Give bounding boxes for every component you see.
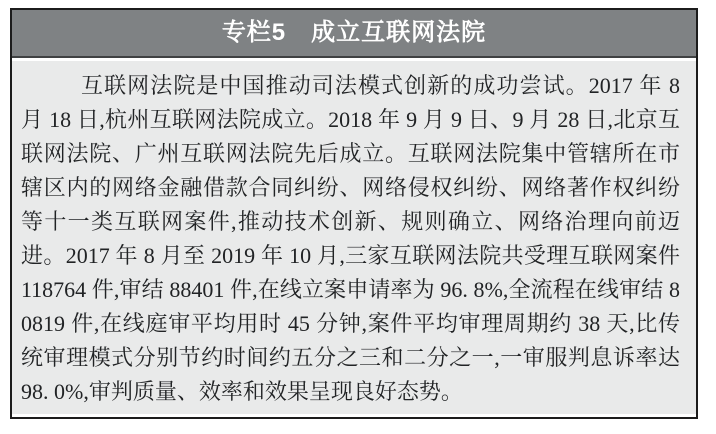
column-box <box>10 8 698 419</box>
column-body <box>12 58 696 414</box>
column-paragraph: 互联网法院是中国推动司法模式创新的成功尝试。2017 年 8 月 18 日,杭州互联网法院成立。2018 年 9 月 9 日、9 月 28 日,北京互联网法院、广州互联网法院先后成立。互联网法院集中管辖所在市辖区内的网络金融借款合同纠纷、网络侵权纠纷、网络著作权纠纷等十一类互联网案件,推动技术创新、规则确立、网络治理向前迈进。2017 年 8 月至 2019 年 10 月,三家互联网法院共受理互联网案件 118764 件,审结 88401 件,在线立案申请率为 96. 8%,全流程在线审结 80819 件,在线庭审平均用时 45 分钟,案件平均审理周期约 38 天,比传统审理模式分别节约时间约五分之三和二分之一,一审服判息诉率达 98. 0%,审判质量、效率和效果呈现良好态势。 <box>21 73 680 404</box>
column-title: 专栏5 成立互联网法院 <box>221 19 487 46</box>
column-title-bar <box>12 10 696 58</box>
